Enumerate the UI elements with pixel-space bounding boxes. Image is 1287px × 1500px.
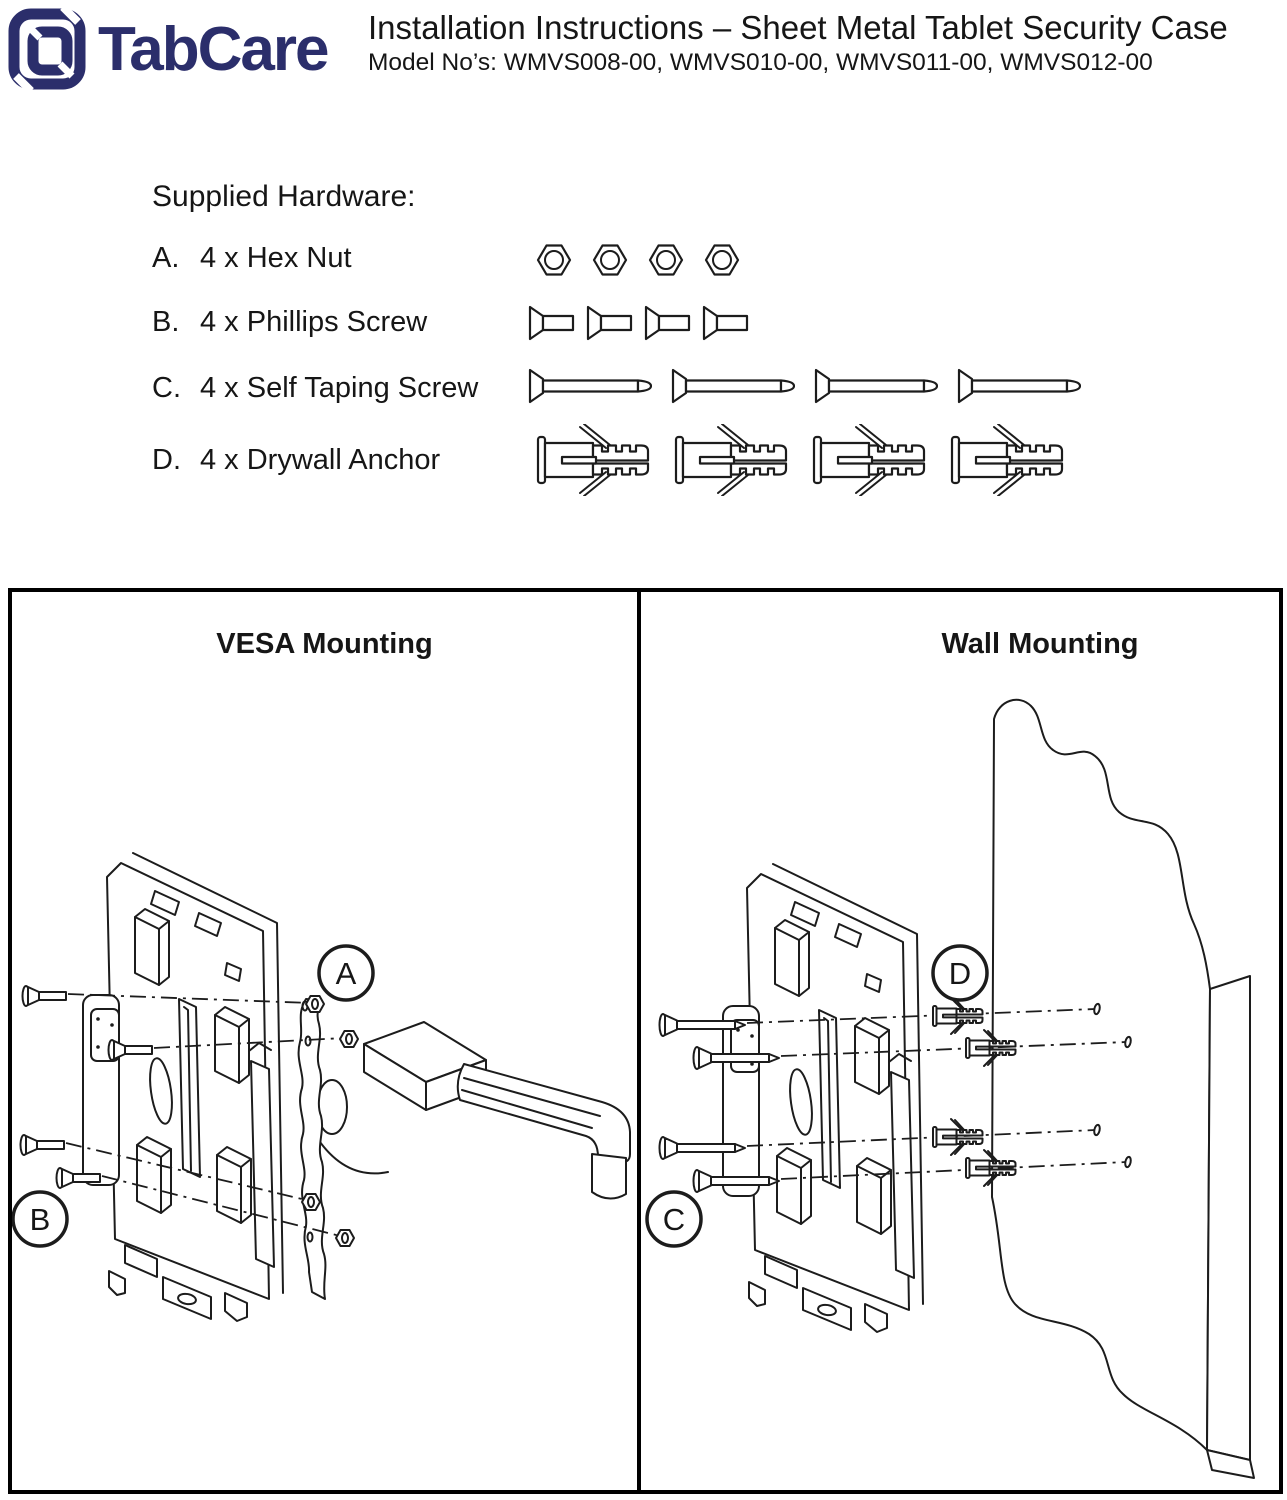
callout-d-label: D <box>948 956 972 991</box>
brand-name: TabCare <box>98 14 328 84</box>
doc-title: Installation Instructions – Sheet Metal Tablet Security Case <box>368 9 1228 46</box>
doc-model-numbers: Model No’s: WMVS008-00, WMVS010-00, WMVS011-00, WMVS012-00 <box>368 49 1153 76</box>
hardware-row-drywall-anchor <box>152 444 440 477</box>
self-taping-screw-icon <box>957 368 1081 404</box>
hex-nut-icon <box>648 240 684 280</box>
supplied-hardware-section <box>0 160 1287 540</box>
hardware-item-id: D. <box>152 444 181 476</box>
hardware-item-label: 4 x Self Taping Screw <box>200 372 479 404</box>
hardware-item-id: C. <box>152 372 181 404</box>
hardware-item-id: B. <box>152 306 180 338</box>
hardware-row-phillips-screw <box>152 306 427 339</box>
hardware-item-id: A. <box>152 242 180 274</box>
hardware-item-label: 4 x Drywall Anchor <box>200 444 441 476</box>
header <box>0 0 1287 100</box>
hex-nut-icon-group <box>536 240 740 280</box>
hardware-row-self-taping-screw <box>152 372 478 405</box>
callout-c-label: C <box>662 1202 686 1237</box>
drywall-anchor-icon <box>536 424 668 496</box>
hardware-row-hex-nut <box>152 242 352 275</box>
wall-mounting-panel <box>641 592 1279 1490</box>
callout-b <box>13 1192 67 1246</box>
callout-a-label: A <box>335 956 357 991</box>
callout-a <box>319 946 373 1000</box>
hex-nut-icon <box>704 240 740 280</box>
tabcare-logo-icon <box>8 6 92 92</box>
vesa-panel-title: VESA Mounting <box>216 628 433 660</box>
callout-c <box>647 1192 701 1246</box>
self-taping-screw-icon <box>528 368 652 404</box>
phillips-screw-icon <box>702 305 750 341</box>
wall-mounting-diagram <box>641 592 1279 1490</box>
phillips-screw-icon <box>644 305 692 341</box>
hex-nut-icon <box>536 240 572 280</box>
header-text <box>368 8 1287 78</box>
hardware-item-label: 4 x Hex Nut <box>200 242 352 274</box>
hardware-heading: Supplied Hardware: <box>152 180 416 213</box>
self-taping-screw-icon <box>814 368 938 404</box>
callout-b-label: B <box>29 1202 51 1237</box>
self-taping-screw-icon-group <box>528 368 1081 404</box>
drywall-anchor-icon <box>812 424 944 496</box>
self-taping-screw-icon <box>671 368 795 404</box>
vesa-mounting-panel <box>12 592 641 1490</box>
hex-nut-icon <box>592 240 628 280</box>
drywall-anchor-icon <box>950 424 1082 496</box>
phillips-screw-icon-group <box>528 305 750 341</box>
mounting-panels <box>8 588 1283 1494</box>
drywall-anchor-icon <box>674 424 806 496</box>
phillips-screw-icon <box>586 305 634 341</box>
wall-panel-title: Wall Mounting <box>941 628 1139 660</box>
tabcare-logo <box>8 6 328 92</box>
vesa-mounting-diagram <box>12 592 637 1490</box>
phillips-screw-icon <box>528 305 576 341</box>
drywall-anchor-icon-group <box>536 424 1082 496</box>
hardware-item-label: 4 x Phillips Screw <box>200 306 428 338</box>
callout-d <box>933 946 987 1000</box>
